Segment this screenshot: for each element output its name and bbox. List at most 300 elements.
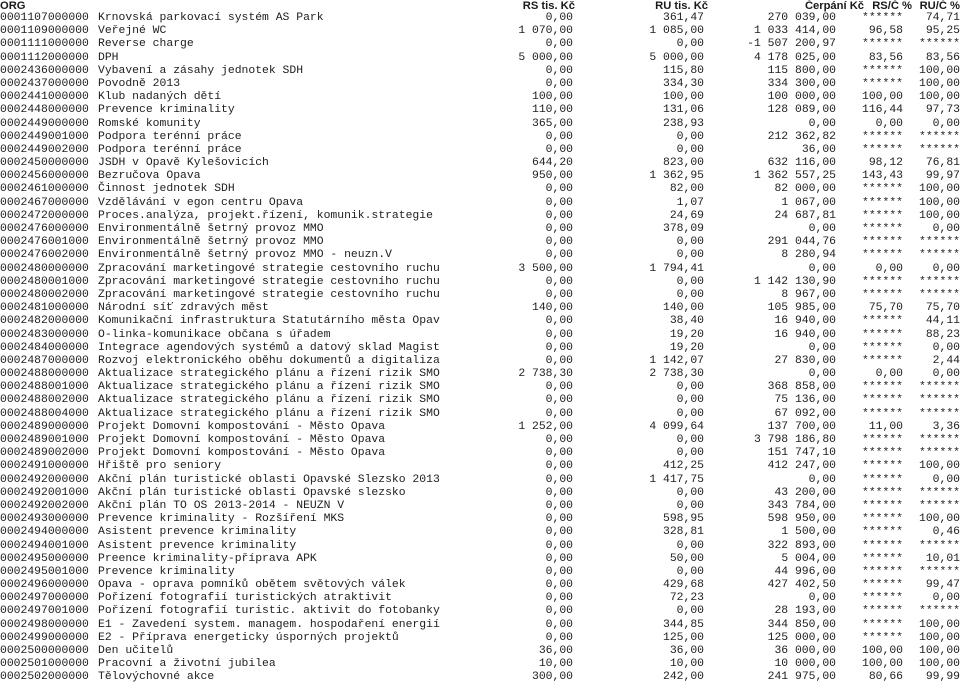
table-row (0, 434, 960, 447)
org-code: 0002449001000 (0, 130, 89, 143)
rs-value: 110,00 (531, 104, 573, 117)
rs-value: 0,00 (545, 328, 573, 341)
item-name: Opava - oprava pomníků obětem světových válek (98, 579, 406, 592)
item-name: Akční plán TO OS 2013-2014 - NEUZN V (98, 499, 345, 512)
org-code: 0002497000000 (0, 592, 89, 605)
item-name: JSDH v Opavě Kylešovicích (98, 157, 269, 170)
org-code: 0002495000000 (0, 552, 89, 565)
rs-c-percent: ****** (861, 328, 903, 341)
item-name: Zpracování marketingové strategie cestovního ruchu (98, 275, 440, 288)
rs-value: 0,00 (545, 38, 573, 51)
org-code: 0002492001000 (0, 486, 89, 499)
ru-c-percent: ****** (918, 394, 960, 407)
table-row (0, 342, 960, 355)
ru-value: 0,00 (676, 38, 704, 51)
cerpani-value: 0,00 (808, 117, 836, 130)
org-code: 0002476000000 (0, 223, 89, 235)
rs-c-percent: ****** (861, 223, 903, 235)
header-cerpani: Čerpání Kč (804, 0, 864, 12)
table-row (0, 355, 960, 368)
ru-c-percent: 100,00 (918, 64, 960, 77)
ru-value: 0,00 (676, 381, 704, 394)
rs-c-percent: 80,66 (868, 671, 903, 684)
ru-c-percent: ****** (918, 539, 960, 552)
rs-c-percent: 0,00 (875, 368, 903, 381)
org-code: 0002436000000 (0, 64, 89, 77)
rs-value: 0,00 (545, 275, 573, 288)
rs-c-percent: 100,00 (861, 658, 903, 671)
cerpani-value: 27 830,00 (774, 354, 836, 367)
item-name: Komunikační infrastruktura Statutárního města Opav (98, 315, 440, 328)
cerpani-value: 105 985,00 (767, 302, 836, 315)
rs-c-percent: ****** (861, 143, 903, 156)
ru-value: 1,07 (676, 196, 704, 209)
cerpani-value: 82 000,00 (774, 183, 836, 196)
table-row (0, 144, 960, 157)
ru-value: 100,00 (662, 91, 704, 104)
item-name: Aktualizace strategického plánu a řízení rizik SMO (98, 407, 440, 420)
ru-value: 0,00 (676, 143, 704, 156)
org-code: 0002492002000 (0, 499, 89, 512)
table-row (0, 394, 960, 407)
ru-c-percent: 0,00 (932, 592, 960, 605)
rs-c-percent: ****** (861, 565, 903, 578)
item-name: Činnost jednotek SDH (98, 183, 235, 196)
table-row (0, 553, 960, 566)
cerpani-value: 8 967,00 (781, 288, 836, 301)
rs-c-percent: ****** (861, 618, 903, 631)
cerpani-value: 125 000,00 (767, 631, 836, 644)
rs-c-percent: ****** (861, 447, 903, 460)
table-row (0, 566, 960, 579)
ru-c-percent: 100,00 (918, 91, 960, 104)
rs-c-percent: ****** (861, 38, 903, 51)
item-name: Prevence kriminality - Rozšíření MKS (98, 513, 345, 526)
rs-c-percent: ****** (861, 552, 903, 565)
org-code: 0001111000000 (0, 38, 89, 51)
org-code: 0002450000000 (0, 157, 89, 170)
org-code: 0002484000000 (0, 341, 89, 354)
item-name: Prevence kriminality (98, 565, 235, 578)
rs-value: 0,00 (545, 143, 573, 156)
ru-value: 19,20 (669, 341, 704, 354)
org-code: 0002480001000 (0, 275, 89, 288)
org-code: 0002488004000 (0, 407, 89, 420)
rs-value: 644,20 (531, 157, 573, 170)
rs-c-percent: 100,00 (861, 645, 903, 657)
ru-c-percent: ****** (918, 447, 960, 460)
cerpani-value: 3 798 186,80 (753, 434, 836, 446)
ru-value: 238,93 (662, 117, 704, 130)
rs-c-percent: ****** (861, 12, 903, 24)
rs-value: 0,00 (545, 579, 573, 592)
rs-value: 0,00 (545, 499, 573, 512)
org-code: 0002488002000 (0, 394, 89, 407)
ru-value: 5 000,00 (649, 51, 704, 64)
ru-value: 1 362,95 (649, 170, 704, 183)
table-row (0, 408, 960, 421)
ru-c-percent: 100,00 (918, 645, 960, 657)
rs-value: 0,00 (545, 605, 573, 618)
cerpani-value: 115 800,00 (767, 64, 836, 77)
rs-c-percent: ****** (861, 460, 903, 473)
header-rs-c-pct: RS/Č % (872, 0, 912, 12)
rs-c-percent: ****** (861, 605, 903, 618)
rs-c-percent: ****** (861, 592, 903, 605)
rs-c-percent: ****** (861, 196, 903, 209)
rs-value: 0,00 (545, 341, 573, 354)
ru-c-percent: 0,00 (932, 262, 960, 275)
ru-value: 0,00 (676, 394, 704, 407)
rs-c-percent: ****** (861, 130, 903, 143)
ru-value: 0,00 (676, 605, 704, 618)
cerpani-value: 43 200,00 (774, 486, 836, 499)
ru-value: 0,00 (676, 565, 704, 578)
cerpani-value: 5 004,00 (781, 552, 836, 565)
table-row (0, 157, 960, 170)
rs-value: 0,00 (545, 209, 573, 222)
ru-c-percent: ****** (918, 38, 960, 51)
org-code: 0002489001000 (0, 434, 89, 446)
table-row (0, 210, 960, 223)
org-code: 0002497001000 (0, 605, 89, 618)
item-name: Aktualizace strategického plánu a řízení rizik SMO (98, 394, 440, 407)
rs-c-percent: 96,58 (868, 25, 903, 38)
rs-c-percent: ****** (861, 407, 903, 420)
table-row (0, 104, 960, 117)
ru-value: 0,00 (676, 434, 704, 446)
table-row (0, 368, 960, 381)
ru-c-percent: 100,00 (918, 183, 960, 196)
rs-c-percent: ****** (861, 473, 903, 486)
item-name: Prevence kriminality (98, 104, 235, 117)
table-row (0, 38, 960, 51)
ru-value: 1 085,00 (649, 25, 704, 38)
org-code: 0002449000000 (0, 117, 89, 130)
org-code: 0002461000000 (0, 183, 89, 196)
ru-value: 334,30 (662, 77, 704, 90)
org-code: 0002472000000 (0, 209, 89, 222)
rs-value: 0,00 (545, 592, 573, 605)
org-code: 0002500000000 (0, 645, 89, 657)
rs-value: 0,00 (545, 236, 573, 249)
org-code: 0002448000000 (0, 104, 89, 117)
cerpani-value: 0,00 (808, 262, 836, 275)
ru-c-percent: 83,56 (925, 51, 960, 64)
cerpani-value: 1 067,00 (781, 196, 836, 209)
ru-value: 4 099,64 (649, 420, 704, 433)
rs-c-percent: 83,56 (868, 51, 903, 64)
rs-c-percent: ****** (861, 394, 903, 407)
rs-c-percent: 143,43 (861, 170, 903, 183)
ru-c-percent: 100,00 (918, 618, 960, 631)
ru-c-percent: ****** (918, 605, 960, 618)
cerpani-value: 334 300,00 (767, 77, 836, 90)
table-row (0, 671, 960, 684)
table-row (0, 645, 960, 658)
org-code: 0002449002000 (0, 143, 89, 156)
cerpani-value: 212 362,82 (767, 130, 836, 143)
rs-value: 0,00 (545, 77, 573, 90)
rs-value: 0,00 (545, 407, 573, 420)
item-name: Bezručova Opava (98, 170, 201, 183)
item-name: Environmentálně šetrný provoz MMO (98, 223, 324, 235)
ru-c-percent: 95,25 (925, 25, 960, 38)
org-code: 0002480000000 (0, 262, 89, 275)
rs-c-percent: ****** (861, 539, 903, 552)
ru-value: 1 417,75 (649, 473, 704, 486)
ru-c-percent: ****** (918, 288, 960, 301)
ru-value: 0,00 (676, 486, 704, 499)
ru-c-percent: 100,00 (918, 196, 960, 209)
org-code: 0002483000000 (0, 328, 89, 341)
ru-value: 38,40 (669, 315, 704, 328)
org-code: 0002494001000 (0, 539, 89, 552)
cerpani-value: 0,00 (808, 592, 836, 605)
item-name: Asistent prevence kriminality (98, 539, 297, 552)
table-row (0, 605, 960, 618)
org-code: 0002491000000 (0, 460, 89, 473)
rs-value: 0,00 (545, 552, 573, 565)
cerpani-value: 598 950,00 (767, 513, 836, 526)
table-row (0, 474, 960, 487)
table-row (0, 500, 960, 513)
rs-value: 0,00 (545, 223, 573, 235)
ru-c-percent: ****** (918, 130, 960, 143)
table-row (0, 223, 960, 236)
ru-value: 0,00 (676, 407, 704, 420)
ru-c-percent: 88,23 (925, 328, 960, 341)
ru-value: 2 738,30 (649, 368, 704, 381)
rs-value: 0,00 (545, 618, 573, 631)
item-name: Krnovská parkovací systém AS Park (98, 12, 324, 24)
cerpani-value: 0,00 (808, 473, 836, 486)
org-code: 0002456000000 (0, 170, 89, 183)
org-code: 0001112000000 (0, 51, 89, 64)
report-rows (0, 12, 960, 685)
item-name: O-linka-komunikace občana s úřadem (98, 328, 331, 341)
rs-value: 0,00 (545, 249, 573, 262)
item-name: Den učitelů (98, 645, 174, 657)
rs-c-percent: ****** (861, 209, 903, 222)
rs-c-percent: ****** (861, 341, 903, 354)
ru-value: 242,00 (662, 671, 704, 684)
rs-c-percent: 100,00 (861, 91, 903, 104)
rs-value: 0,00 (545, 196, 573, 209)
table-row (0, 183, 960, 196)
rs-value: 36,00 (538, 645, 573, 657)
cerpani-value: 4 178 025,00 (753, 51, 836, 64)
table-row (0, 118, 960, 131)
rs-value: 100,00 (531, 91, 573, 104)
item-name: Pořízení fotografií turistických atraktivit (98, 592, 392, 605)
rs-value: 0,00 (545, 12, 573, 24)
ru-value: 125,00 (662, 631, 704, 644)
cerpani-value: 44 996,00 (774, 565, 836, 578)
item-name: Klub nadaných dětí (98, 91, 222, 104)
ru-c-percent: 3,36 (932, 420, 960, 433)
table-row (0, 315, 960, 328)
item-name: Romské komunity (98, 117, 201, 130)
ru-c-percent: 0,00 (932, 368, 960, 381)
ru-c-percent: ****** (918, 249, 960, 262)
item-name: Veřejné WC (98, 25, 167, 38)
ru-c-percent: 0,00 (932, 223, 960, 235)
rs-value: 950,00 (531, 170, 573, 183)
item-name: Pořízení fotografií turistic. aktivit do fotobanky (98, 605, 440, 618)
ru-c-percent: 100,00 (918, 460, 960, 473)
rs-value: 0,00 (545, 539, 573, 552)
cerpani-value: 28 193,00 (774, 605, 836, 618)
org-code: 0002467000000 (0, 196, 89, 209)
item-name: Vzdělávání v egon centru Opava (98, 196, 304, 209)
org-code: 0002489002000 (0, 447, 89, 460)
org-code: 0002498000000 (0, 618, 89, 631)
org-code: 0002501000000 (0, 658, 89, 671)
cerpani-value: 270 039,00 (767, 12, 836, 24)
rs-value: 0,00 (545, 565, 573, 578)
rs-c-percent: ****** (861, 77, 903, 90)
item-name: Projekt Domovní kompostování - Město Opava (98, 420, 386, 433)
rs-value: 0,00 (545, 381, 573, 394)
rs-c-percent: 116,44 (861, 104, 903, 117)
rs-c-percent: 11,00 (868, 420, 903, 433)
org-code: 0002492000000 (0, 473, 89, 486)
table-row (0, 540, 960, 553)
org-code: 0002495001000 (0, 565, 89, 578)
rs-value: 0,00 (545, 631, 573, 644)
rs-value: 0,00 (545, 183, 573, 196)
rs-value: 3 500,00 (518, 262, 573, 275)
item-name: Zpracování marketingové strategie cestovního ruchu (98, 288, 440, 301)
ru-c-percent: 97,73 (925, 104, 960, 117)
ru-c-percent: 100,00 (918, 513, 960, 526)
ru-c-percent: 2,44 (932, 354, 960, 367)
item-name: Aktualizace strategického plánu a řízení rizik SMO (98, 381, 440, 394)
cerpani-value: 322 893,00 (767, 539, 836, 552)
cerpani-value: 151 747,10 (767, 447, 836, 460)
rs-c-percent: ****** (861, 499, 903, 512)
rs-value: 0,00 (545, 394, 573, 407)
rs-value: 0,00 (545, 64, 573, 77)
org-code: 0002480002000 (0, 288, 89, 301)
cerpani-value: -1 507 200,97 (747, 38, 836, 51)
rs-c-percent: 0,00 (875, 117, 903, 130)
table-row (0, 513, 960, 526)
ru-value: 1 142,07 (649, 354, 704, 367)
ru-value: 140,00 (662, 302, 704, 315)
rs-c-percent: ****** (861, 354, 903, 367)
rs-value: 1 070,00 (518, 25, 573, 38)
ru-c-percent: 99,99 (925, 671, 960, 684)
rs-value: 0,00 (545, 130, 573, 143)
report-header (0, 0, 960, 12)
cerpani-value: 368 858,00 (767, 381, 836, 394)
rs-c-percent: ****** (861, 183, 903, 196)
item-name: Environmentálně šetrný provoz MMO (98, 236, 324, 249)
ru-c-percent: 0,00 (932, 117, 960, 130)
item-name: Akční plán turistické oblasti Opavské Slezsko 2013 (98, 473, 440, 486)
cerpani-value: 137 700,00 (767, 420, 836, 433)
table-row (0, 658, 960, 671)
ru-c-percent: 0,00 (932, 341, 960, 354)
item-name: Aktualizace strategického plánu a řízení rizik SMO (98, 368, 440, 381)
cerpani-value: 16 940,00 (774, 328, 836, 341)
ru-c-percent: 100,00 (918, 209, 960, 222)
rs-c-percent: 98,12 (868, 157, 903, 170)
ru-c-percent: 99,47 (925, 579, 960, 592)
ru-value: 0,00 (676, 249, 704, 262)
ru-value: 115,80 (662, 64, 704, 77)
item-name: Preence kriminality-příprava APK (98, 552, 317, 565)
cerpani-value: 0,00 (808, 341, 836, 354)
ru-c-percent: ****** (918, 381, 960, 394)
cerpani-value: 632 116,00 (767, 157, 836, 170)
rs-value: 0,00 (545, 486, 573, 499)
org-code: 0002496000000 (0, 579, 89, 592)
org-code: 0002482000000 (0, 315, 89, 328)
table-row (0, 329, 960, 342)
rs-value: 140,00 (531, 302, 573, 315)
rs-c-percent: ****** (861, 434, 903, 446)
table-row (0, 25, 960, 38)
header-org: ORG (0, 0, 26, 12)
rs-c-percent: ****** (861, 249, 903, 262)
ru-c-percent: 99,97 (925, 170, 960, 183)
org-code: 0002502000000 (0, 671, 89, 684)
table-row (0, 131, 960, 144)
table-row (0, 52, 960, 65)
org-code: 0002437000000 (0, 77, 89, 90)
ru-c-percent: ****** (918, 275, 960, 288)
cerpani-value: 100 000,00 (767, 91, 836, 104)
ru-c-percent: ****** (918, 434, 960, 446)
ru-c-percent: 100,00 (918, 631, 960, 644)
table-row (0, 447, 960, 460)
org-code: 0002481000000 (0, 302, 89, 315)
cerpani-value: 128 089,00 (767, 104, 836, 117)
ru-c-percent: 76,81 (925, 157, 960, 170)
ru-value: 823,00 (662, 157, 704, 170)
ru-value: 19,20 (669, 328, 704, 341)
table-row (0, 619, 960, 632)
org-code: 0002488000000 (0, 368, 89, 381)
table-row (0, 276, 960, 289)
table-row (0, 487, 960, 500)
item-name: Podpora terénní práce (98, 130, 242, 143)
ru-c-percent: 75,70 (925, 302, 960, 315)
rs-value: 0,00 (545, 526, 573, 539)
cerpani-value: 1 362 557,25 (753, 170, 836, 183)
cerpani-value: 412 247,00 (767, 460, 836, 473)
table-row (0, 78, 960, 91)
ru-value: 328,81 (662, 526, 704, 539)
table-row (0, 12, 960, 25)
ru-value: 412,25 (662, 460, 704, 473)
table-row (0, 170, 960, 183)
rs-value: 0,00 (545, 434, 573, 446)
cerpani-value: 291 044,76 (767, 236, 836, 249)
item-name: Hřiště pro seniory (98, 460, 222, 473)
table-row (0, 632, 960, 645)
item-name: Tělovýchovné akce (98, 671, 215, 684)
ru-c-percent: ****** (918, 499, 960, 512)
ru-c-percent: ****** (918, 486, 960, 499)
ru-c-percent: 100,00 (918, 658, 960, 671)
rs-c-percent: ****** (861, 315, 903, 328)
rs-value: 0,00 (545, 288, 573, 301)
cerpani-value: 1 033 414,00 (753, 25, 836, 38)
